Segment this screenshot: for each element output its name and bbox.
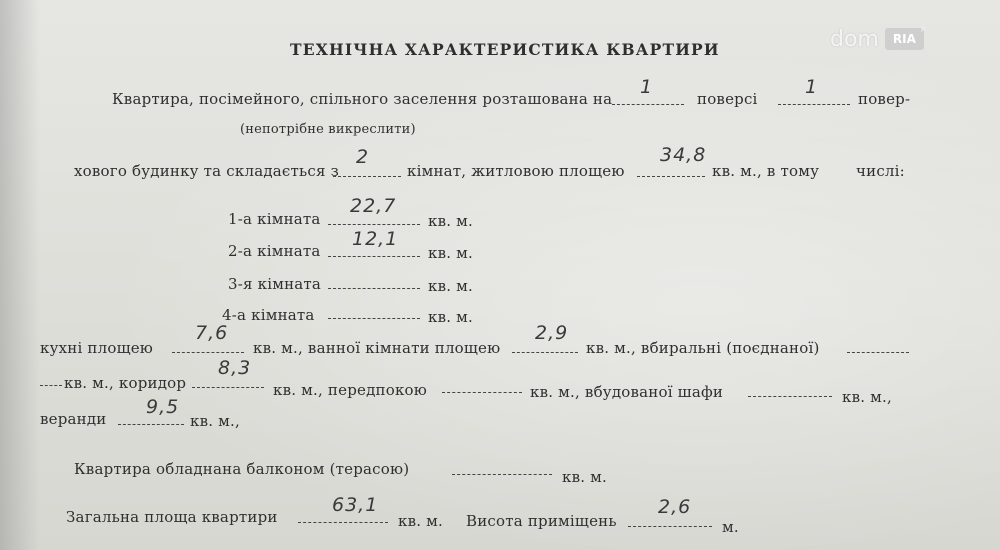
veranda-unit: кв. м., <box>190 412 240 430</box>
rooms-count-value: 2 <box>356 146 370 168</box>
total-area-value: 63,1 <box>332 494 379 516</box>
total-area-label: Загальна площа квартири <box>66 508 278 526</box>
hallway-label: кв. м., передпокою <box>273 381 428 399</box>
room-3-unit: кв. м. <box>428 277 473 295</box>
room-2-blank <box>328 256 420 257</box>
bath-value: 2,9 <box>535 322 569 344</box>
veranda-label: веранди <box>40 410 107 428</box>
room-4-unit: кв. м. <box>428 308 473 326</box>
document-title: ТЕХНІЧНА ХАРАКТЕРИСТИКА КВАРТИРИ <box>290 40 720 59</box>
floor-blank <box>612 104 684 105</box>
bath-label: кв. м., ванної кімнати площею <box>253 339 501 357</box>
floors-total-blank <box>778 104 850 105</box>
floors-total-value: 1 <box>805 76 819 98</box>
corridor-value: 8,3 <box>218 357 252 379</box>
closet-blank <box>748 396 832 397</box>
corridor-label: кв. м., коридор <box>64 374 187 392</box>
line3-text-end: числі: <box>856 162 905 180</box>
height-value: 2,6 <box>658 496 692 518</box>
watermark-brand: dom <box>830 26 879 52</box>
balcony-blank <box>452 474 552 475</box>
veranda-value: 9,5 <box>146 396 180 418</box>
bath-blank <box>512 352 578 353</box>
living-area-blank <box>637 176 705 177</box>
line1-text-end: повер- <box>858 90 911 108</box>
watermark-badge-text: RIA <box>892 32 916 46</box>
total-area-blank <box>298 522 388 523</box>
veranda-blank <box>118 424 184 425</box>
room-2-unit: кв. м. <box>428 244 473 262</box>
room-1-blank <box>328 224 420 225</box>
kitchen-value: 7,6 <box>195 322 229 344</box>
height-label: Висота приміщень <box>466 512 617 530</box>
living-area-value: 34,8 <box>660 144 707 166</box>
toilet-label: кв. м., вбиральні (поєднаної) <box>586 339 820 357</box>
floor-value: 1 <box>640 76 654 98</box>
line3-text-living: кімнат, житловою площею <box>407 162 625 180</box>
line3-text-start: хового будинку та складається з <box>74 162 339 180</box>
room-3-blank <box>328 288 420 289</box>
hallway-blank <box>442 392 522 393</box>
closet-label: кв. м., вбудованої шафи <box>530 383 724 401</box>
height-blank <box>628 526 712 527</box>
balcony-unit: кв. м. <box>562 468 607 486</box>
line3-text-unit: кв. м., в тому <box>712 162 820 180</box>
corridor-blank <box>192 387 264 388</box>
star-icon: ★ <box>918 21 929 35</box>
balcony-label: Квартира обладнана балконом (терасою) <box>74 460 410 478</box>
toilet-blank-cont <box>40 385 62 386</box>
total-area-unit: кв. м. <box>398 512 443 530</box>
room-1-label: 1-а кімната <box>228 210 321 228</box>
room-1-value: 22,7 <box>350 195 397 217</box>
room-4-blank <box>328 318 420 319</box>
rooms-count-blank <box>333 176 401 177</box>
toilet-blank <box>847 352 909 353</box>
room-2-value: 12,1 <box>352 228 399 250</box>
room-1-unit: кв. м. <box>428 212 473 230</box>
room-3-label: 3-я кімната <box>228 275 322 293</box>
height-unit: м. <box>722 518 739 536</box>
kitchen-blank <box>172 352 244 353</box>
kitchen-label: кухні площею <box>40 339 154 357</box>
room-2-label: 2-а кімната <box>228 242 321 260</box>
strikeout-note: (непотрібне викреслити) <box>240 122 416 137</box>
line1-text-start: Квартира, посімейного, спільного заселення розташована на <box>112 90 613 108</box>
room-4-label: 4-а кімната <box>222 306 315 324</box>
line1-text-floor: поверсі <box>697 90 758 108</box>
closet-unit: кв. м., <box>842 388 892 406</box>
